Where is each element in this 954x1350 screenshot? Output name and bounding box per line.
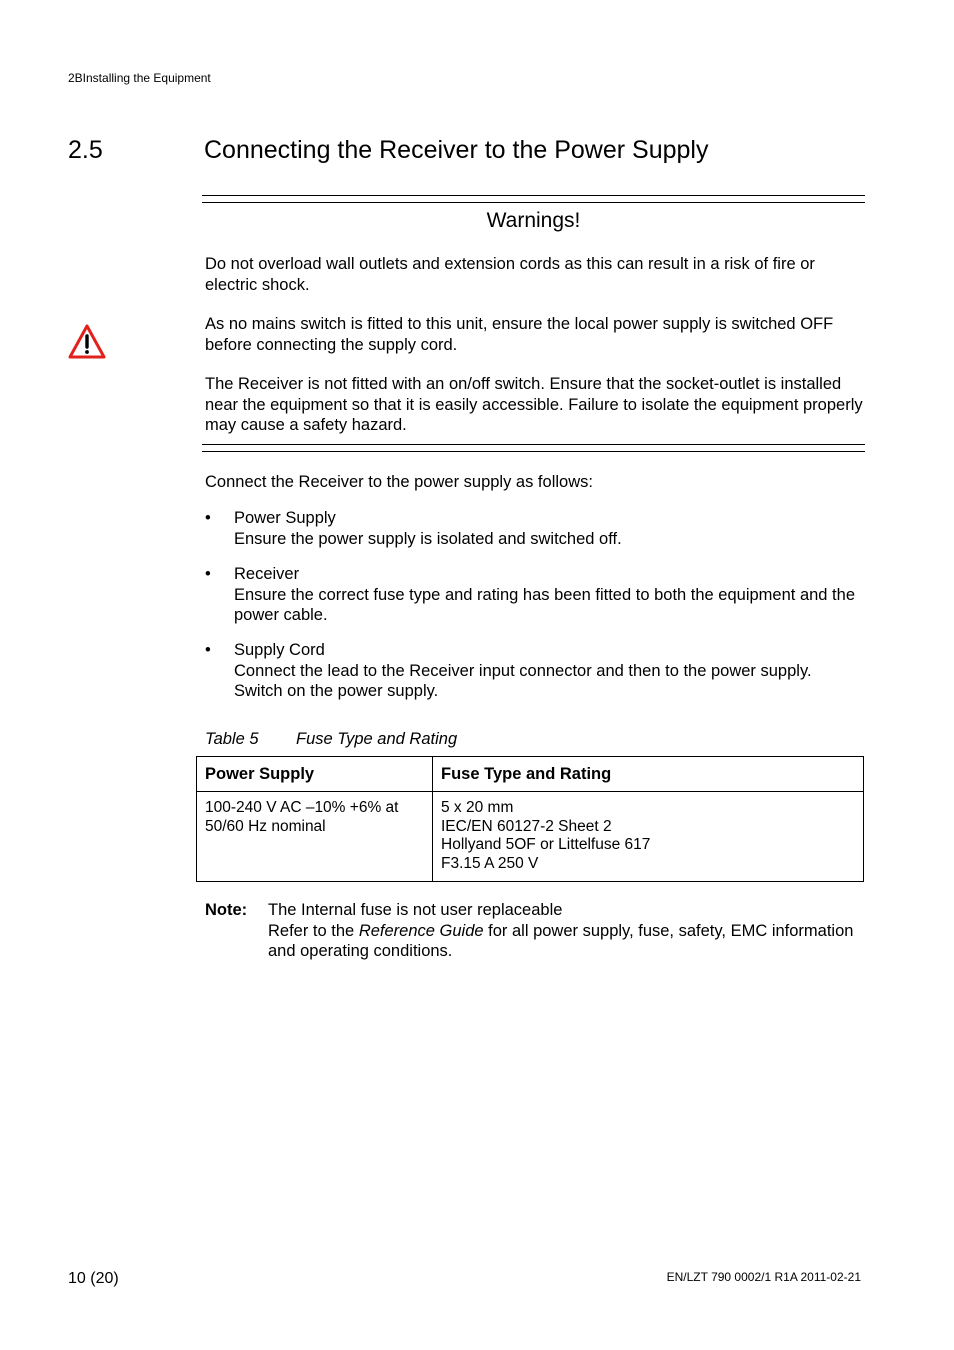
list-item <box>234 640 864 702</box>
step-title: Power Supply <box>234 509 336 527</box>
power-supply-cell <box>197 792 433 882</box>
warning-top-rule-1 <box>202 195 865 196</box>
running-header: 2BInstalling the Equipment <box>68 71 211 85</box>
warnings-title: Warnings! <box>486 209 581 232</box>
bullet: • <box>205 565 211 583</box>
table-header-row <box>197 757 864 792</box>
section-number: 2.5 <box>68 136 103 164</box>
cell-line: Hollyand 5OF or Littelfuse 617 <box>441 836 651 853</box>
table-row <box>197 792 864 882</box>
document-number: EN/LZT 790 0002/1 R1A <box>666 1270 798 1284</box>
table-caption <box>205 730 457 749</box>
list-item <box>234 508 864 549</box>
document-id <box>667 1270 861 1284</box>
cell-line: F3.15 A 250 V <box>441 854 539 872</box>
cell-line: 100-240 V AC –10% +6% at <box>205 799 399 816</box>
table-caption-label: Table 5 <box>205 730 259 748</box>
column-header-power-supply: Power Supply <box>197 757 433 792</box>
fuse-cell <box>433 792 864 882</box>
bullet: • <box>205 509 211 527</box>
cell-line: IEC/EN 60127-2 Sheet 2 <box>441 817 612 835</box>
reference-guide-title: Reference Guide <box>358 921 484 940</box>
warning-bottom-rule-1 <box>202 444 865 445</box>
warning-top-rule-2 <box>202 202 865 203</box>
note-label: Note: <box>205 901 248 919</box>
note-line-1: The Internal fuse is not user replaceable <box>268 901 563 919</box>
cell-line: 5 x 20 mm <box>441 799 514 816</box>
intro-text: Connect the Receiver to the power supply as follows: <box>205 473 593 491</box>
note-line-2 <box>268 921 865 962</box>
note-refer-prefix: Refer to the <box>268 921 359 940</box>
section-title: Connecting the Receiver to the Power Supply <box>204 136 709 164</box>
step-text: Ensure the power supply is isolated and switched off. <box>234 529 622 548</box>
bullet: • <box>205 641 211 659</box>
table-caption-title: Fuse Type and Rating <box>296 730 458 748</box>
warning-paragraph-3: The Receiver is not fitted with an on/off switch. Ensure that the socket-outlet is installed near the equipment so that it is easily accessible. Failure to isolate the equipment properly may cause a safety hazard. <box>205 375 863 434</box>
note-text <box>268 900 865 962</box>
page-number: 10 (20) <box>68 1270 119 1287</box>
document-date: 2011-02-21 <box>800 1270 861 1284</box>
step-title: Supply Cord <box>234 641 325 659</box>
warning-triangle-icon <box>68 324 106 360</box>
column-header-fuse-type: Fuse Type and Rating <box>433 757 864 792</box>
list-item <box>234 564 864 626</box>
warning-paragraph-2: As no mains switch is fitted to this unit, ensure the local power supply is switched OFF before connecting the supply cord. <box>205 315 834 354</box>
note-refer-suffix: for all power supply, fuse, safety, EMC information and operating conditions. <box>268 921 854 960</box>
step-text: Connect the lead to the Receiver input connector and then to the power supply. Switch on the power supply. <box>234 661 812 700</box>
step-text: Ensure the correct fuse type and rating has been fitted to both the equipment and the power cable. <box>234 585 855 624</box>
warning-paragraph-1: Do not overload wall outlets and extension cords as this can result in a risk of fire or electric shock. <box>205 255 815 294</box>
cell-line: 50/60 Hz nominal <box>205 817 326 835</box>
step-title: Receiver <box>234 565 300 583</box>
warning-bottom-rule-2 <box>202 451 865 452</box>
fuse-table <box>196 756 864 882</box>
